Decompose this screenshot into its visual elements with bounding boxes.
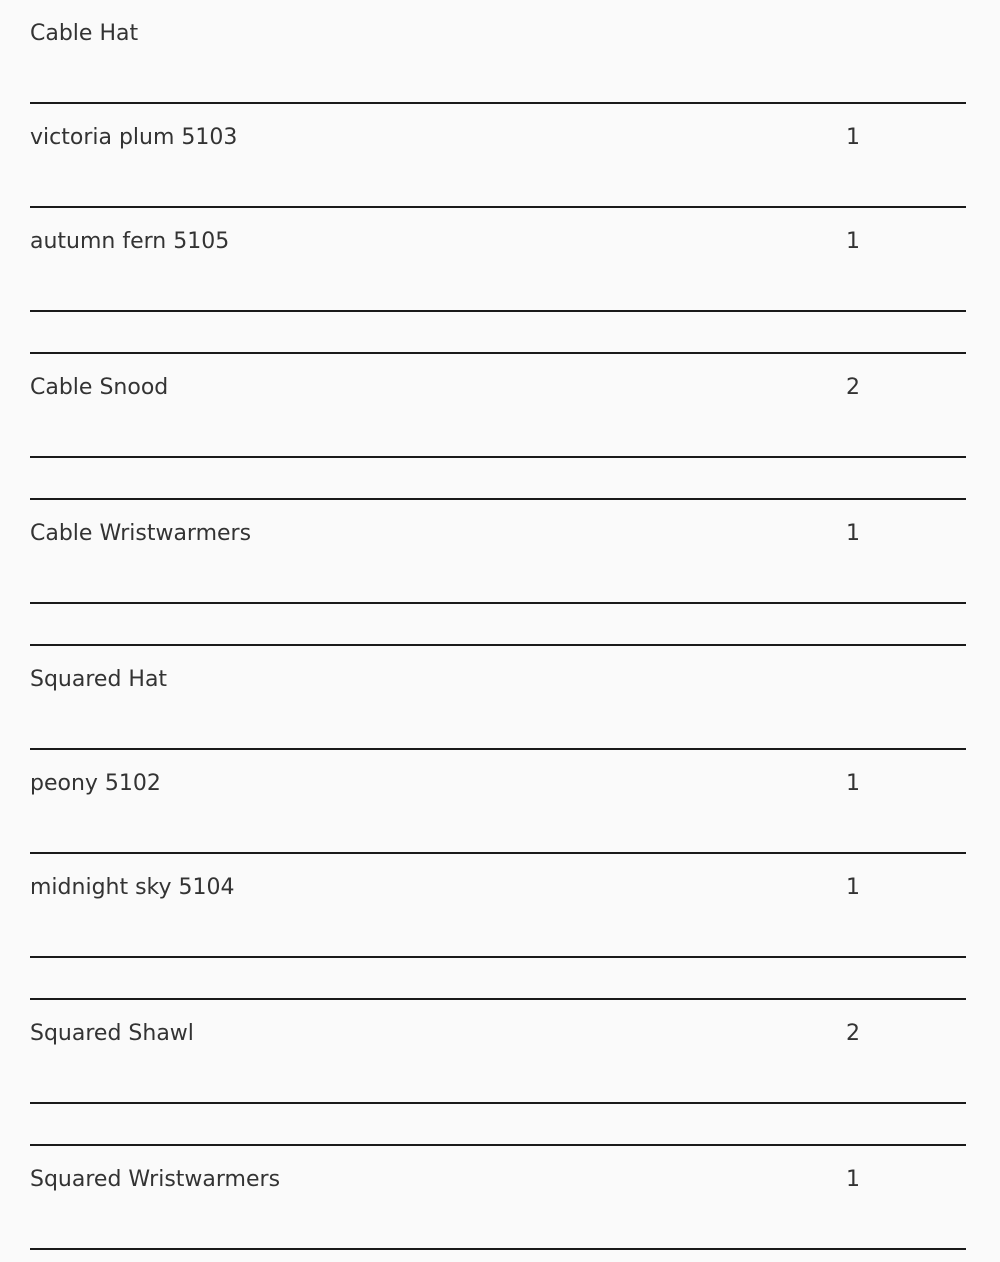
item-name: Squared Wristwarmers <box>30 1167 281 1192</box>
row-divider <box>30 458 966 500</box>
item-name: victoria plum 5103 <box>30 125 238 150</box>
item-quantity: 2 <box>846 375 860 400</box>
item-quantity: 2 <box>846 1021 860 1046</box>
list-item <box>30 854 966 958</box>
row-divider <box>30 312 966 354</box>
item-name: peony 5102 <box>30 771 161 796</box>
list-item <box>30 0 966 104</box>
row-divider <box>30 1104 966 1146</box>
list-item <box>30 750 966 854</box>
item-quantity: 1 <box>846 521 860 546</box>
list-item <box>30 1146 966 1250</box>
list-item <box>30 208 966 312</box>
item-name: Squared Shawl <box>30 1021 194 1046</box>
item-quantity: 1 <box>846 125 860 150</box>
list-item <box>30 104 966 208</box>
row-divider <box>30 958 966 1000</box>
item-name: Cable Hat <box>30 21 139 46</box>
order-items-list <box>30 0 966 1250</box>
row-divider <box>30 604 966 646</box>
list-item <box>30 354 966 458</box>
item-quantity: 1 <box>846 1167 860 1192</box>
list-item <box>30 646 966 750</box>
item-name: Cable Snood <box>30 375 169 400</box>
item-quantity: 1 <box>846 771 860 796</box>
item-name: Cable Wristwarmers <box>30 521 252 546</box>
item-quantity: 1 <box>846 229 860 254</box>
list-item <box>30 1000 966 1104</box>
item-quantity: 1 <box>846 875 860 900</box>
item-name: midnight sky 5104 <box>30 875 235 900</box>
item-name: autumn fern 5105 <box>30 229 230 254</box>
item-name: Squared Hat <box>30 667 168 692</box>
list-item <box>30 500 966 604</box>
